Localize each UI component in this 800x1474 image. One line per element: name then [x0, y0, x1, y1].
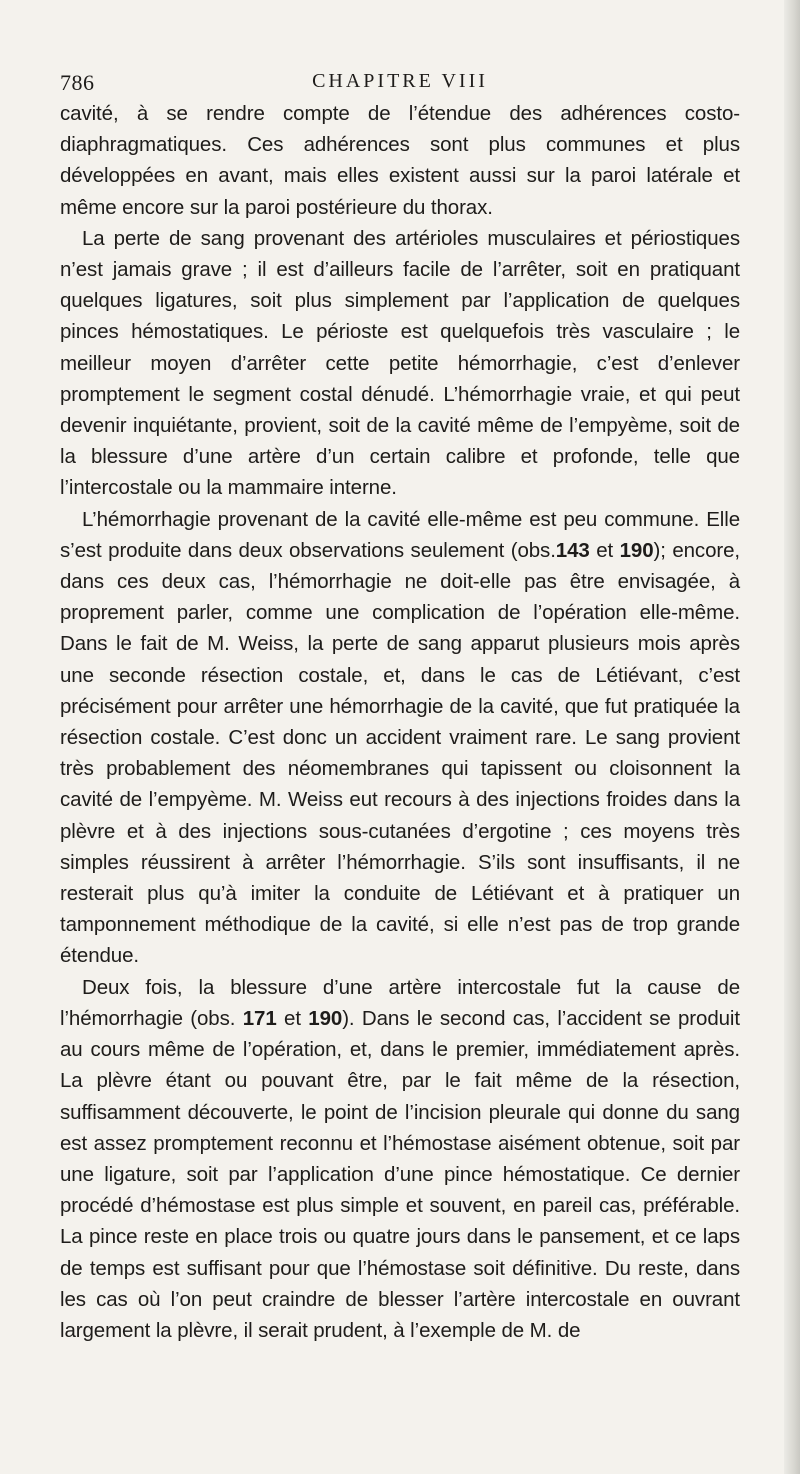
paragraph-text: cavité, à se rendre compte de l’étendue des adhérences costo-diaphragmatiques. Ces adhérences sont plus communes et plus développées en avant, mais elles existent aussi sur la paroi latérale et même encore sur la paroi postérieure du thorax. — [60, 102, 740, 219]
page-edge-shadow — [784, 0, 800, 1474]
paragraph-4 — [60, 972, 740, 1346]
paragraph-text: La perte de sang provenant des artérioles musculaires et périostiques n’est jamais grave ; il est d’ailleurs facile de l’arrêter, soit en pratiquant quelques ligatures, soit plus simplement par l’application de quelques pinces hémostatiques. Le périoste est quelquefois très vasculaire ; le meilleur moyen d’arrêter cette petite hémorrhagie, c’est d’enlever promptement le segment costal dénudé. L’hémorrhagie vraie, et qui peut devenir inquiétante, provient, soit de la cavité même de l’empyème, soit de la blessure d’une artère d’un certain calibre et profonde, telle que l’intercostale ou la mammaire interne. — [60, 226, 740, 500]
paragraph-text: et — [276, 1006, 309, 1030]
running-head: CHAPITRE VIII — [312, 70, 488, 92]
page-number: 786 — [60, 70, 95, 95]
observation-number: 143 — [555, 538, 590, 562]
body-text — [60, 98, 740, 1346]
paragraph-text: Deux fois, la blessure d’une artère intercostale fut la cause de l’hémorrhagie (obs. — [60, 975, 740, 1030]
paragraph-text: ); encore, dans ces deux cas, l’hémorrhagie ne doit-elle pas être envisagée, à proprement parler, comme une complication de l’opération elle-même. Dans le fait de M. Weiss, la perte de sang apparut plusieurs mois après une seconde résection costale, et, dans le cas de Létiévant, c’est précisément pour arrêter une hémorrhagie de la cavité, que fut pratiquée la résection costale. C’est donc un accident vraiment rare. Le sang provient très probablement des néomembranes qui tapissent ou cloisonnent la cavité de l’empyème. M. Weiss eut recours à des injections froides dans la plèvre et à des injections sous-cutanées d’ergotine ; ces moyens très simples réussirent à arrêter l’hémorrhagie. S’ils sont insuffisants, il ne resterait plus qu’à imiter la conduite de Létiévant et à pratiquer un tamponnement méthodique de la cavité, si elle n’est pas de trop grande étendue. — [60, 538, 740, 968]
observation-number: 171 — [242, 1006, 277, 1030]
observation-number: 190 — [619, 538, 654, 562]
paragraph-1 — [60, 98, 740, 223]
paragraph-3 — [60, 504, 740, 972]
page-header — [60, 70, 740, 100]
paragraph-text: ). Dans le second cas, l’accident se produit au cours même de l’opération, et, dans le premier, immédiatement après. La plèvre étant ou pouvant être, par le fait même de la résection, suffisamment découverte, le point de l’incision pleurale qui donne du sang est assez promptement reconnu et l’hémostase aisément obtenue, soit par une ligature, soit par l’application d’une pince hémostatique. Ce dernier procédé d’hémostase est plus simple et souvent, en pareil cas, préférable. La pince reste en place trois ou quatre jours dans le pansement, et ce laps de temps est suffisant pour que l’hémostase soit définitive. Du reste, dans les cas où l’on peut craindre de blesser l’artère intercostale en ouvrant largement la plèvre, il serait prudent, à l’exemple de M. de — [60, 1006, 740, 1342]
paragraph-text: et — [589, 538, 620, 562]
observation-number: 190 — [308, 1006, 343, 1030]
paragraph-text: L’hémorrhagie provenant de la cavité elle-même est peu commune. Elle s’est produite dans deux observations seulement (obs. — [60, 507, 740, 562]
paragraph-2 — [60, 223, 740, 504]
